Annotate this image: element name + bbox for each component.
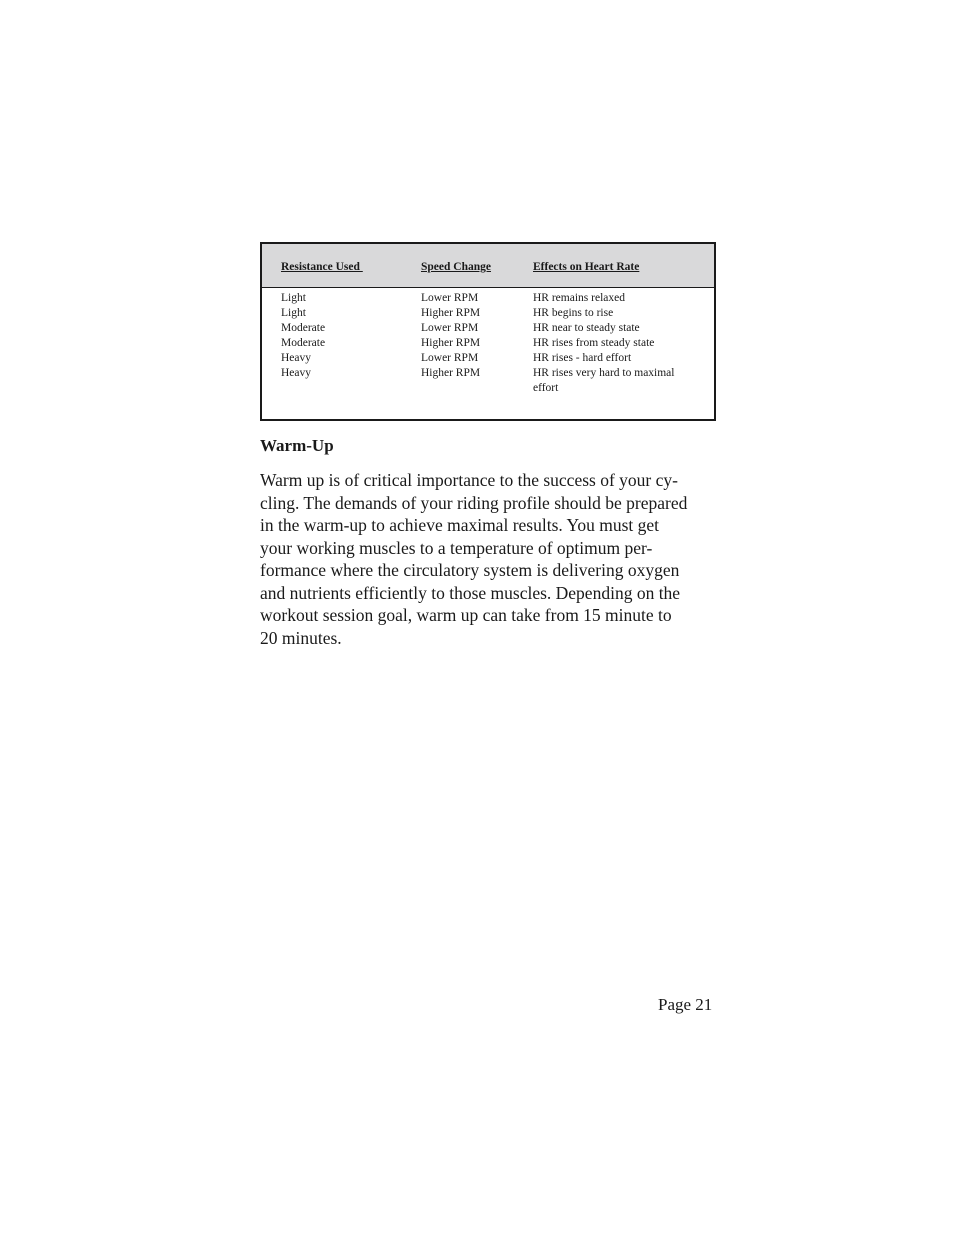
cell-resistance: Light bbox=[281, 307, 306, 319]
section-heading: Warm-Up bbox=[260, 436, 334, 455]
paragraph-line: Warm up is of critical importance to the success of your cy- bbox=[260, 470, 678, 490]
cell-effect: HR rises from steady state bbox=[533, 337, 655, 349]
paragraph-line: cling. The demands of your riding profile should be prepared bbox=[260, 492, 688, 513]
cell-effect: HR begins to rise bbox=[533, 307, 614, 319]
cell-effect: HR remains relaxed bbox=[533, 292, 625, 304]
table-row bbox=[262, 351, 714, 366]
heart-rate-table bbox=[260, 242, 716, 421]
cell-speed: Lower RPM bbox=[421, 352, 479, 364]
paragraph-line: your working muscles to a temperature of optimum per- bbox=[260, 537, 653, 558]
table-row bbox=[262, 306, 714, 321]
cell-speed: Higher RPM bbox=[421, 367, 481, 379]
cell-effect: HR near to steady state bbox=[533, 322, 640, 334]
paragraph-line: 20 minutes. bbox=[260, 627, 342, 648]
header-speed-change: Speed Change bbox=[421, 261, 491, 273]
table-row bbox=[262, 336, 714, 351]
cell-resistance: Light bbox=[281, 292, 306, 304]
cell-speed: Lower RPM bbox=[421, 292, 479, 304]
cell-effect: HR rises very hard to maximal effort bbox=[533, 367, 675, 394]
cell-effect: HR rises - hard effort bbox=[533, 352, 632, 364]
cell-speed: Lower RPM bbox=[421, 322, 479, 334]
table-header-row bbox=[262, 244, 714, 288]
cell-resistance: Heavy bbox=[281, 352, 312, 364]
table-row bbox=[262, 321, 714, 336]
cell-resistance: Moderate bbox=[281, 337, 326, 349]
table-row bbox=[262, 291, 714, 306]
cell-resistance: Heavy bbox=[281, 367, 312, 379]
paragraph-line: in the warm-up to achieve maximal results. You must get bbox=[260, 515, 660, 535]
paragraph-line: workout session goal, warm up can take from 15 minute to bbox=[260, 605, 672, 625]
table-row bbox=[262, 366, 714, 394]
paragraph-line: and nutrients efficiently to those muscles. Depending on the bbox=[260, 582, 681, 603]
header-effects-on-heart-rate: Effects on Heart Rate bbox=[533, 261, 640, 273]
cell-resistance: Moderate bbox=[281, 322, 326, 334]
cell-speed: Higher RPM bbox=[421, 307, 481, 319]
body-paragraph bbox=[260, 469, 716, 649]
header-resistance-used: Resistance Used bbox=[281, 261, 363, 273]
page-number: Page 21 bbox=[658, 995, 713, 1014]
cell-speed: Higher RPM bbox=[421, 337, 481, 349]
paragraph-line: formance where the circulatory system is delivering oxygen bbox=[260, 560, 680, 580]
